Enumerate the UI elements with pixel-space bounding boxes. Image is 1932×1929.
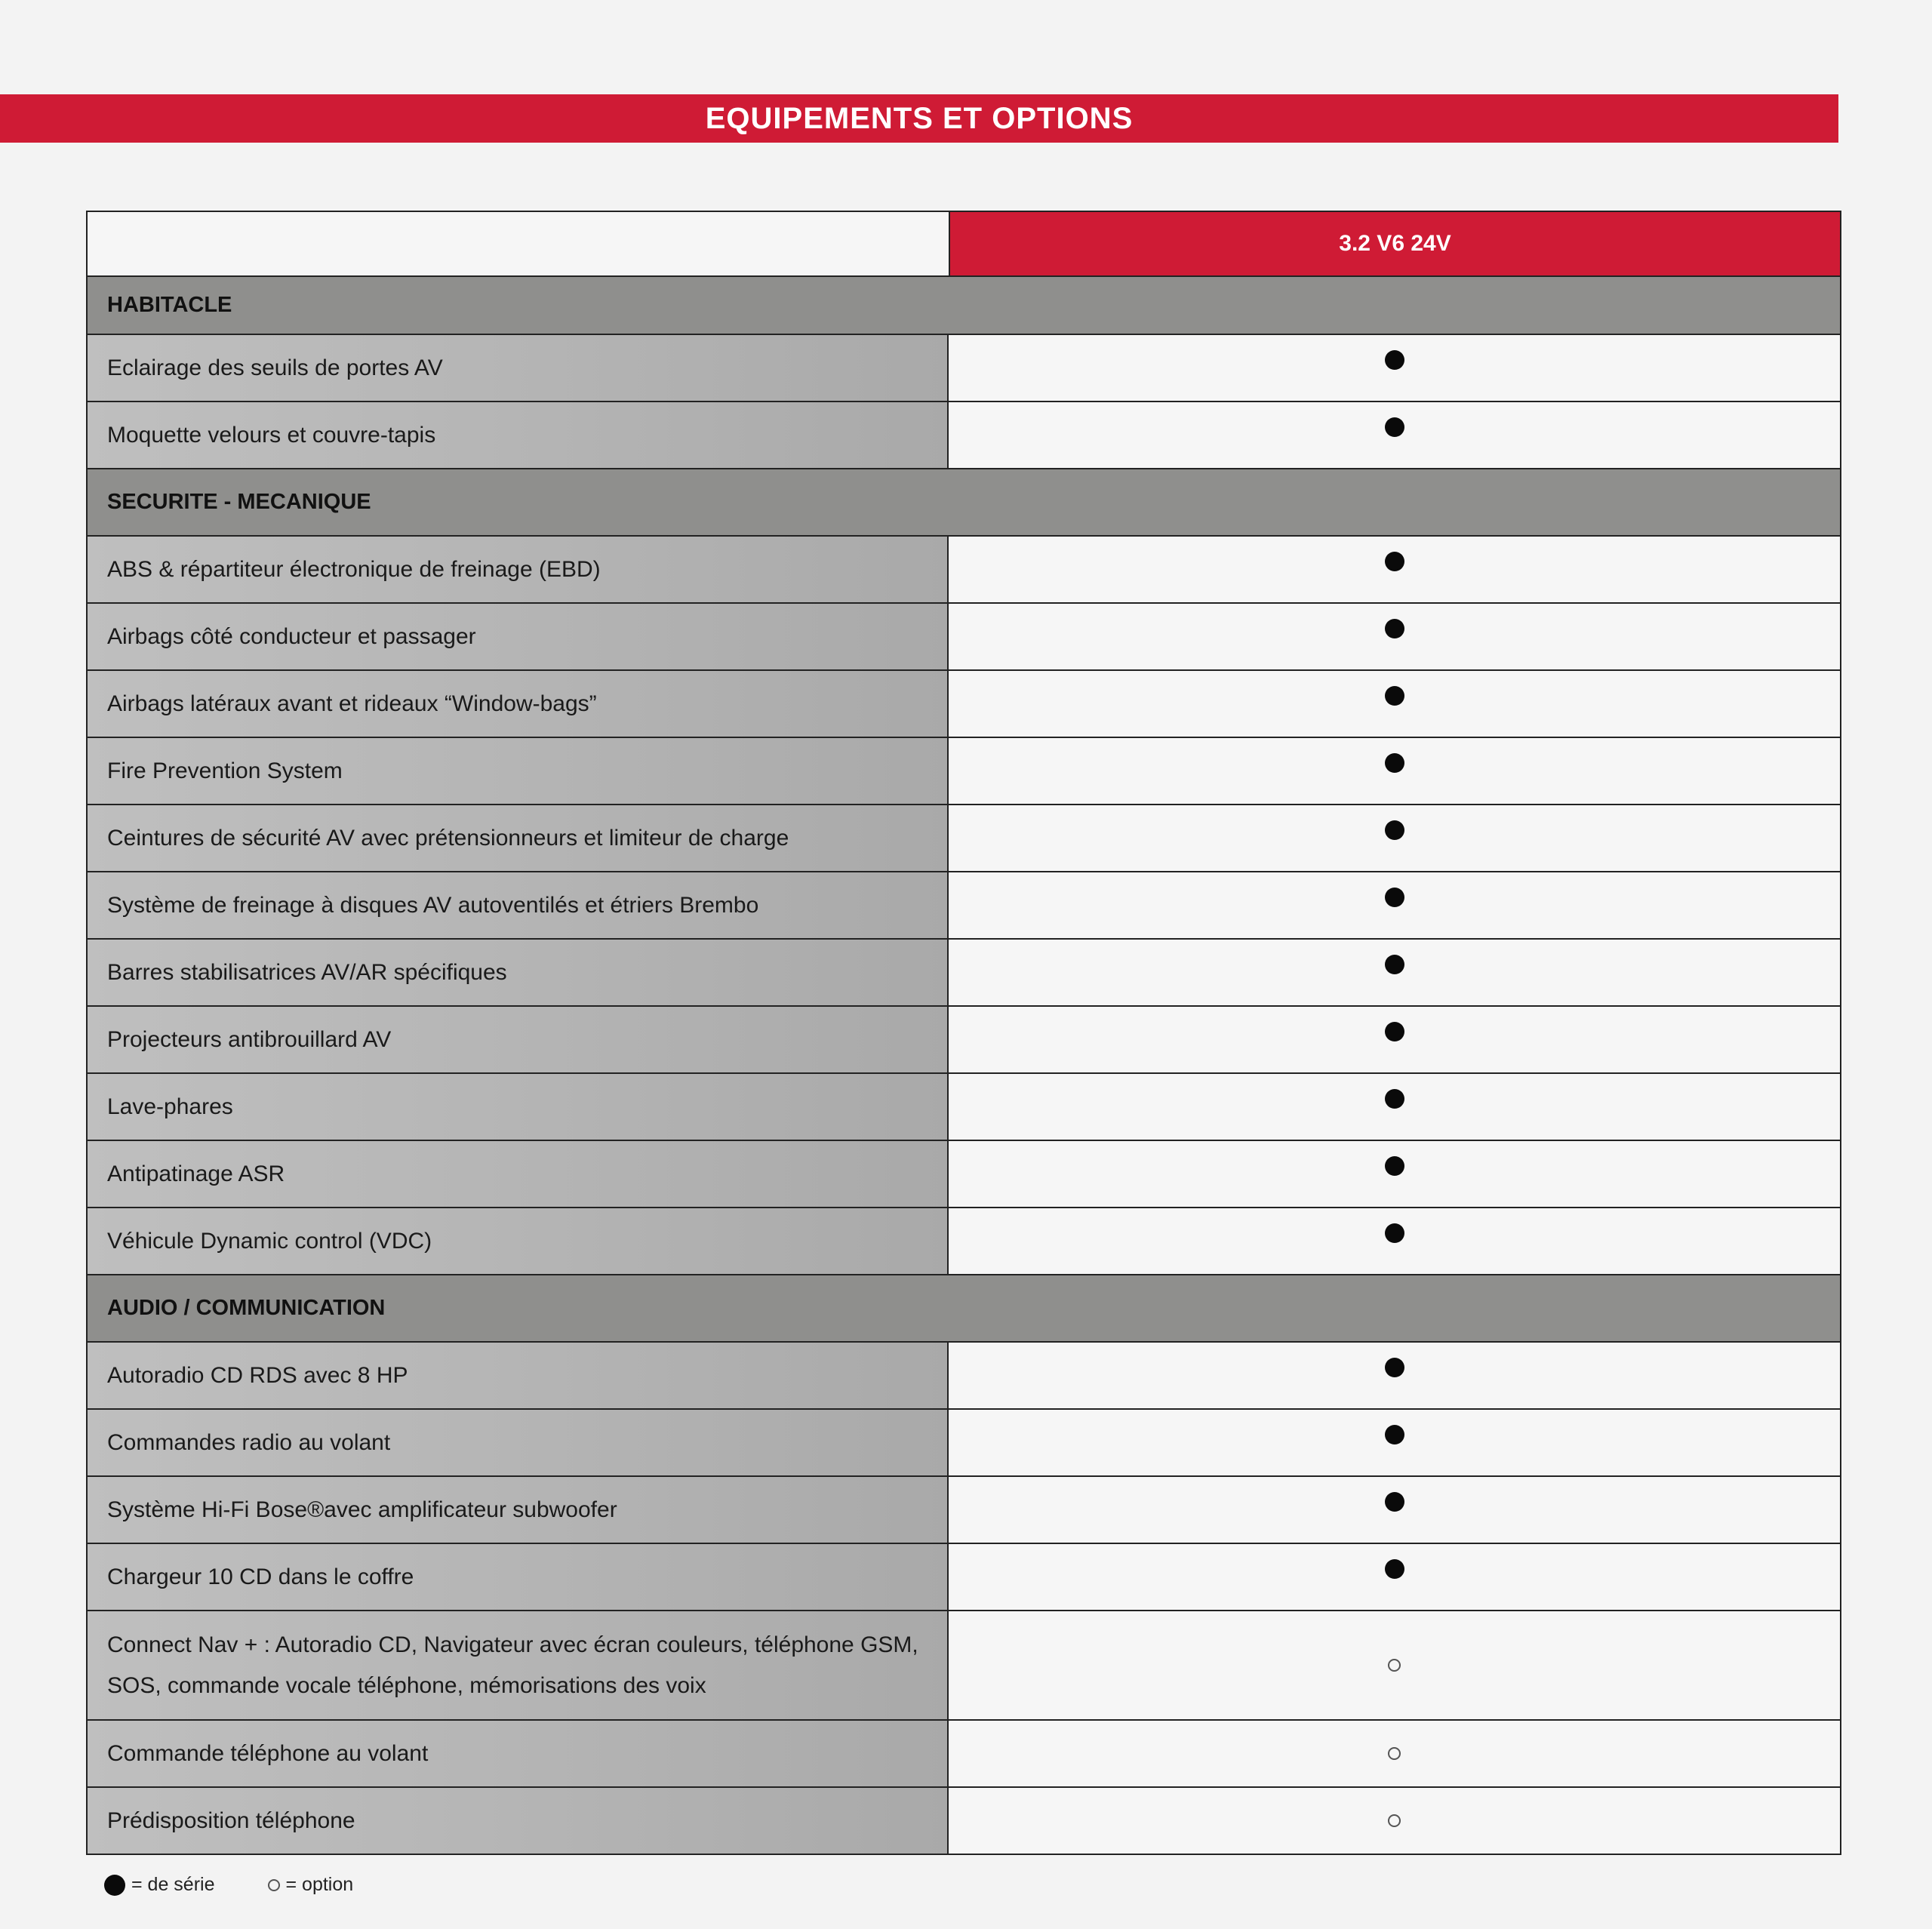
table-row [88,1475,1840,1543]
equipment-label: Connect Nav + : Autoradio CD, Navigateur avec écran couleurs, téléphone GSM, SOS, commande vocale téléphone, mémorisations des voix [88,1611,949,1719]
equipment-label: Système de freinage à disques AV autoventilés et étriers Brembo [88,872,949,938]
standard-mark-cell [949,1477,1840,1543]
equipment-label: Fire Prevention System [88,738,949,804]
legend-standard-label: = de série [131,1874,215,1895]
table-row [88,669,1840,737]
table-row [88,1341,1840,1408]
equipment-label: Airbags latéraux avant et rideaux “Window-bags” [88,671,949,737]
standard-dot-icon [104,1875,125,1896]
standard-dot-icon [1385,552,1404,571]
standard-dot-icon [1385,1089,1404,1109]
equipment-table [86,211,1841,1855]
standard-dot-icon [1385,686,1404,706]
table-row [88,1207,1840,1274]
standard-dot-icon [1385,350,1404,370]
table-row [88,871,1840,938]
standard-mark-cell [949,1544,1840,1610]
option-circle-icon [1388,1814,1401,1827]
standard-mark-cell [949,1208,1840,1274]
option-circle-icon [1388,1659,1401,1672]
standard-dot-icon [1385,1156,1404,1176]
standard-dot-icon [1385,417,1404,437]
standard-dot-icon [1385,1223,1404,1243]
standard-mark-cell [949,1141,1840,1207]
section-header-habitacle: HABITACLE [88,275,1840,334]
option-mark-cell [949,1611,1840,1719]
option-mark-cell [949,1721,1840,1786]
standard-mark-cell [949,537,1840,602]
table-row [88,804,1840,871]
standard-dot-icon [1385,955,1404,974]
table-row [88,1786,1840,1854]
standard-dot-icon [1385,820,1404,840]
standard-mark-cell [949,1074,1840,1140]
standard-mark-cell [949,335,1840,401]
table-row [88,401,1840,468]
table-row [88,1543,1840,1610]
standard-mark-cell [949,402,1840,468]
section-header-securite-mecanique: SECURITE - MECANIQUE [88,468,1840,535]
standard-mark-cell [949,1410,1840,1475]
standard-dot-icon [1385,1022,1404,1041]
equipment-label: Eclairage des seuils de portes AV [88,335,949,401]
equipment-label: Commandes radio au volant [88,1410,949,1475]
table-row [88,938,1840,1005]
standard-dot-icon [1385,888,1404,907]
table-row [88,602,1840,669]
option-circle-icon [268,1879,280,1891]
standard-dot-icon [1385,1559,1404,1579]
section-header-audio-communication: AUDIO / COMMUNICATION [88,1274,1840,1341]
equipment-label: Prédisposition téléphone [88,1788,949,1854]
table-row [88,535,1840,602]
header-blank-cell [88,212,950,275]
table-row [88,1005,1840,1072]
table-row [88,334,1840,401]
standard-dot-icon [1385,1358,1404,1377]
equipment-label: Lave-phares [88,1074,949,1140]
standard-mark-cell [949,671,1840,737]
table-row [88,1140,1840,1207]
equipment-label: Ceintures de sécurité AV avec prétensionneurs et limiteur de charge [88,805,949,871]
equipment-label: Moquette velours et couvre-tapis [88,402,949,468]
equipment-label: Autoradio CD RDS avec 8 HP [88,1343,949,1408]
equipment-label: Véhicule Dynamic control (VDC) [88,1208,949,1274]
option-mark-cell [949,1788,1840,1854]
table-row [88,737,1840,804]
equipment-label: Commande téléphone au volant [88,1721,949,1786]
legend [104,1874,353,1896]
table-row [88,1719,1840,1786]
standard-mark-cell [949,1007,1840,1072]
equipment-label: Airbags côté conducteur et passager [88,604,949,669]
standard-dot-icon [1385,1492,1404,1512]
table-row [88,1072,1840,1140]
standard-mark-cell [949,805,1840,871]
standard-dot-icon [1385,753,1404,773]
standard-dot-icon [1385,1425,1404,1444]
standard-dot-icon [1385,619,1404,638]
standard-mark-cell [949,604,1840,669]
page-title: EQUIPEMENTS ET OPTIONS [705,101,1134,135]
standard-mark-cell [949,1343,1840,1408]
equipment-label: Barres stabilisatrices AV/AR spécifiques [88,940,949,1005]
equipment-label: ABS & répartiteur électronique de freinage (EBD) [88,537,949,602]
equipment-label: Système Hi-Fi Bose®avec amplificateur subwoofer [88,1477,949,1543]
standard-mark-cell [949,940,1840,1005]
legend-option-label: = option [285,1874,354,1895]
equipment-label: Antipatinage ASR [88,1141,949,1207]
standard-mark-cell [949,738,1840,804]
standard-mark-cell [949,872,1840,938]
equipment-label: Chargeur 10 CD dans le coffre [88,1544,949,1610]
option-circle-icon [1388,1747,1401,1760]
table-header-row [88,212,1840,275]
model-column-header: 3.2 V6 24V [950,212,1840,275]
table-row [88,1408,1840,1475]
table-row [88,1610,1840,1719]
equipment-label: Projecteurs antibrouillard AV [88,1007,949,1072]
title-banner [0,94,1838,143]
